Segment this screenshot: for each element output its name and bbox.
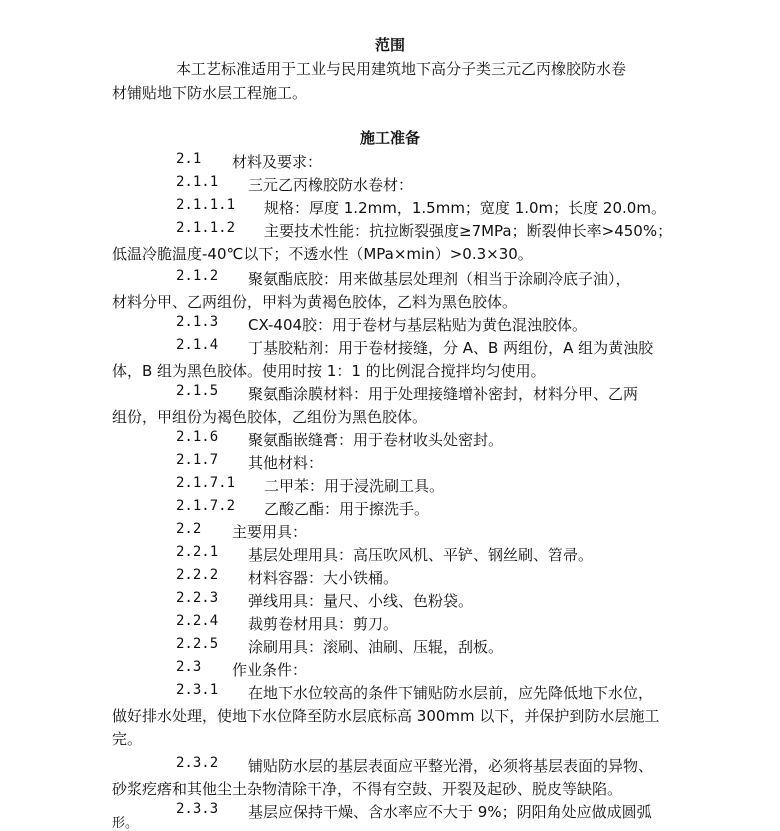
item-text-continued: 组份，甲组份为褐色胶体，乙组份为黑色胶体。 <box>112 408 428 426</box>
item-number: 2.1.1.1 <box>176 197 236 213</box>
item-number: 2.1.7.1 <box>176 475 236 491</box>
item-text: 其他材料： <box>248 454 324 472</box>
item-number: 2.2 <box>176 521 202 537</box>
item-number: 2.3 <box>176 659 202 675</box>
item-number: 2.1.7 <box>176 452 219 468</box>
item-text: 三元乙丙橡胶防水卷材： <box>248 176 414 194</box>
item-number: 2.1.2 <box>176 268 219 284</box>
scope-paragraph-line: 材铺贴地下防水层工程施工。 <box>112 84 308 102</box>
item-text: 二甲苯：用于浸洗刷工具。 <box>264 477 445 495</box>
item-number: 2.3.1 <box>176 682 219 698</box>
item-text: 铺贴防水层的基层表面应平整光滑，必须将基层表面的异物、 <box>248 757 654 775</box>
item-text-continued: 体，B 组为黑色胶体。使用时按 1：1 的比例混合搅拌均匀使用。 <box>112 362 546 380</box>
item-text: 规格：厚度 1.2mm，1.5mm；宽度 1.0m；长度 20.0m。 <box>264 199 666 217</box>
item-text-continued: 材料分甲、乙两组份，甲料为黄褐色胶体，乙料为黑色胶体。 <box>112 293 518 311</box>
item-number: 2.2.3 <box>176 590 219 606</box>
item-number: 2.2.1 <box>176 544 219 560</box>
item-text: 基层处理用具：高压吹风机、平铲、钢丝刷、笤帚。 <box>248 546 594 564</box>
item-text: 基层应保持干燥、含水率应不大于 9%；阴阳角处应做成圆弧 <box>248 803 652 821</box>
item-text: 主要用具： <box>232 523 308 541</box>
item-text: 裁剪卷材用具：剪刀。 <box>248 615 399 633</box>
scope-paragraph-line: 本工艺标准适用于工业与民用建筑地下高分子类三元乙丙橡胶防水卷 <box>176 60 627 78</box>
item-number: 2.1.7.2 <box>176 498 236 514</box>
item-number: 2.1.5 <box>176 383 219 399</box>
item-text: 聚氨酯底胶：用来做基层处理剂（相当于涂刷冷底子油）， <box>248 270 631 288</box>
item-text: 聚氨酯嵌缝膏：用于卷材收头处密封。 <box>248 431 504 449</box>
item-number: 2.2.5 <box>176 636 219 652</box>
item-number: 2.2.2 <box>176 567 219 583</box>
item-text: 作业条件： <box>232 661 308 679</box>
item-number: 2.1.1 <box>176 174 219 190</box>
item-text: 乙酸乙酯：用于擦洗手。 <box>264 500 430 518</box>
item-number: 2.1.3 <box>176 314 219 330</box>
item-number: 2.3.2 <box>176 755 219 771</box>
item-text: 在地下水位较高的条件下铺贴防水层前，应先降低地下水位， <box>248 684 654 702</box>
section-title-preparation: 施工准备 <box>359 129 420 147</box>
item-text: 聚氨酯涂膜材料：用于处理接缝增补密封，材料分甲、乙两 <box>248 385 639 403</box>
item-number: 2.1.4 <box>176 337 219 353</box>
item-text: 材料容器：大小铁桶。 <box>248 569 399 587</box>
item-text-continued: 完。 <box>112 730 143 748</box>
item-text: 材料及要求： <box>232 153 323 171</box>
item-text: 弹线用具：量尺、小线、色粉袋。 <box>248 592 474 610</box>
item-text-continued: 做好排水处理，使地下水位降至防水层底标高 300mm 以下，并保护到防水层施工 <box>112 707 660 725</box>
item-text-continued: 砂浆疙瘩和其他尘土杂物清除干净，不得有空鼓、开裂及起砂、脱皮等缺陷。 <box>112 780 623 798</box>
item-number: 2.1.6 <box>176 429 219 445</box>
item-text: 丁基胶粘剂：用于卷材接缝，分 A、B 两组份，A 组为黄浊胶 <box>248 339 654 357</box>
item-text: CX-404胶：用于卷材与基层粘贴为黄色混浊胶体。 <box>248 316 588 334</box>
item-text: 涂刷用具：滚刷、油刷、压辊，刮板。 <box>248 638 504 656</box>
item-text-continued: 形。 <box>112 816 139 831</box>
item-number: 2.1.1.2 <box>176 220 236 236</box>
section-title-scope: 范围 <box>374 36 405 54</box>
item-text: 主要技术性能：抗拉断裂强度≥7MPa；断裂伸长率>450%； <box>264 222 673 240</box>
item-number: 2.1 <box>176 151 202 167</box>
item-number: 2.3.3 <box>176 801 219 817</box>
item-number: 2.2.4 <box>176 613 219 629</box>
item-text-continued: 低温冷脆温度-40℃以下；不透水性（MPa×min）>0.3×30。 <box>112 245 533 263</box>
